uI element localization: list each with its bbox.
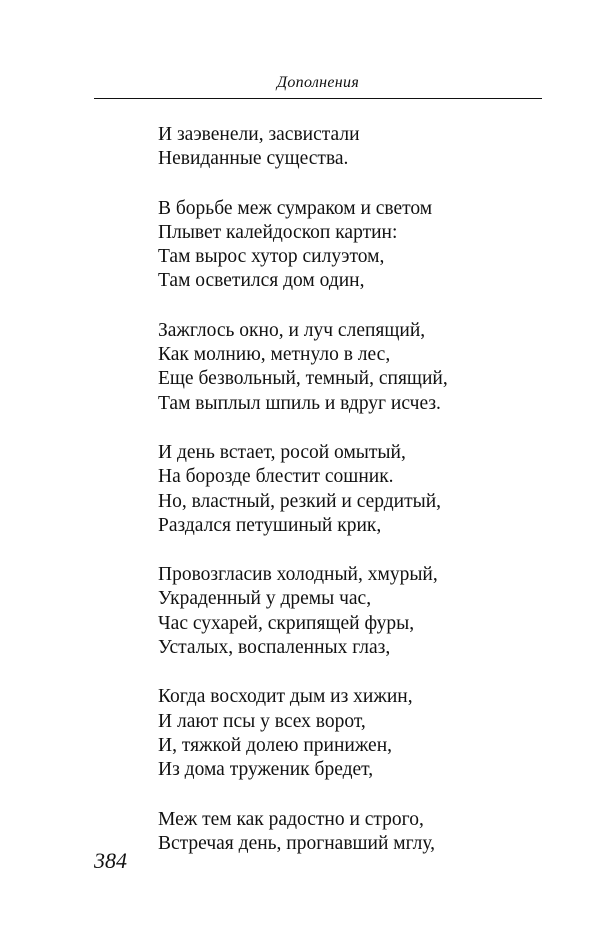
poem-line: Раздался петушиный крик,: [158, 514, 382, 536]
poem-line: Меж тем как радостно и строго,: [158, 808, 424, 830]
poem-line: Усталых, воспаленных глаз,: [158, 637, 391, 659]
poem-line: На борозде блестит сошник.: [158, 466, 394, 488]
poem-line: Там осветился дом один,: [158, 270, 365, 292]
stanza: [158, 441, 558, 538]
poem-line: Час сухарей, скрипящей фуры,: [158, 612, 415, 634]
stanza: [158, 563, 558, 660]
stanza: [158, 123, 558, 172]
stanza: [158, 319, 558, 416]
poem-line: Плывет калейдоскоп картин:: [158, 221, 398, 243]
poem-line: И, тяжкой долею принижен,: [158, 734, 392, 756]
poem-line: Когда восходит дым из хижин,: [158, 686, 413, 708]
poem-line: Провозгласив холодный, хмурый,: [158, 564, 438, 586]
stanza: [158, 685, 558, 782]
poem-line: Там вырос хутор силуэтом,: [158, 246, 385, 268]
poem-line: Как молнию, метнуло в лес,: [158, 344, 391, 366]
poem-line: Встречая день, прогнавший мглу,: [158, 832, 436, 854]
stanza: [158, 808, 558, 857]
poem-line: Невиданные существа.: [158, 148, 349, 170]
poem-line: Там выплыл шпиль и вдруг исчез.: [158, 392, 441, 414]
poem-line: Из дома труженик бредет,: [158, 759, 374, 781]
poem-line: И лают псы у всех ворот,: [158, 710, 366, 732]
poem-line: И заэвенели, засвистали: [158, 124, 360, 145]
poem-line: Но, властный, резкий и сердитый,: [158, 490, 442, 512]
running-head-title: Дополнения: [276, 74, 360, 91]
poem-line: В борьбе меж сумраком и светом: [158, 197, 433, 219]
poem-line: Еще безвольный, темный, спящий,: [158, 368, 448, 390]
page-number: 384: [94, 848, 127, 873]
poem-line: Украденный у дремы час,: [158, 588, 372, 610]
stanza: [158, 197, 558, 294]
poem-line: И день встает, росой омытый,: [158, 441, 406, 463]
poem-line: Зажглось окно, и луч слепящий,: [158, 319, 426, 341]
header-rule: [94, 98, 542, 99]
poem-text: [158, 123, 558, 856]
